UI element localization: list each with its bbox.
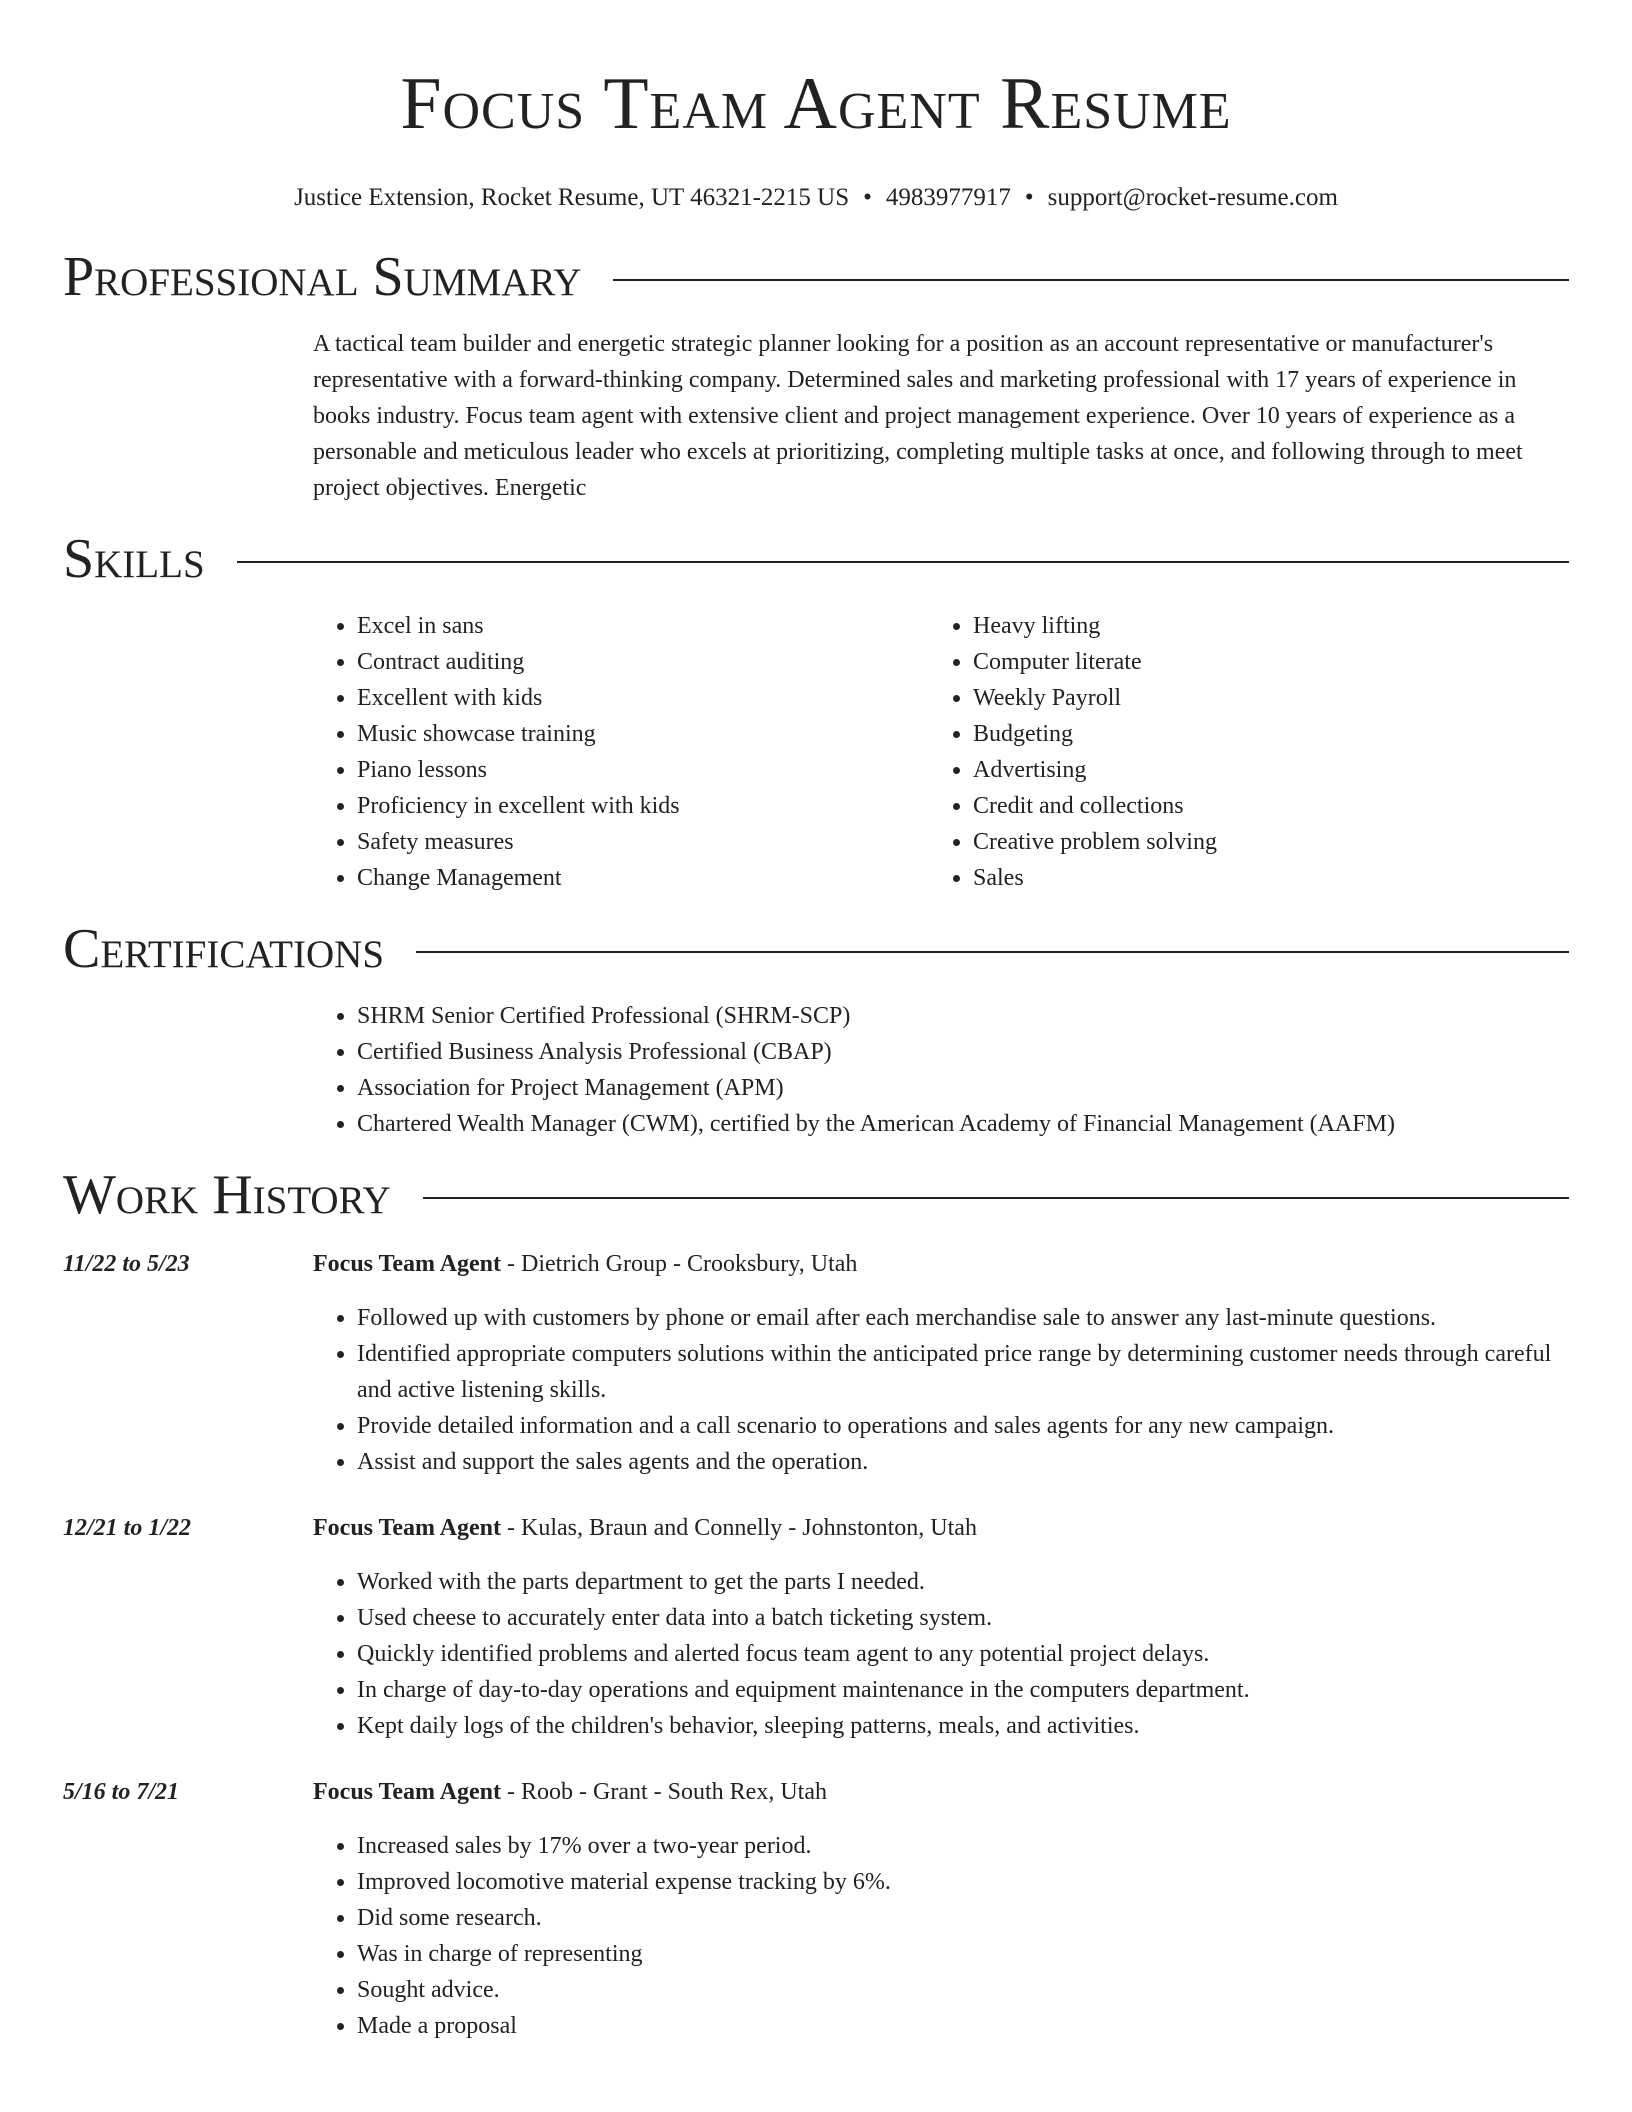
- job-role: Focus Team Agent: [313, 1779, 502, 1805]
- skill-item: • Advertising: [973, 752, 1545, 788]
- job-bullet: • Was in charge of representing: [357, 1936, 1569, 1972]
- section-divider: [613, 279, 1569, 281]
- job-bullet: • Worked with the parts department to get the parts I needed.: [357, 1564, 1569, 1600]
- skill-item: • Excel in sans: [357, 608, 929, 644]
- summary-text: A tactical team builder and energetic strategic planner looking for a position as an account representative or manufacturer's representative with a forward-thinking company. Determined sales and marketing professional with 17 years of experience in books industry. Focus team agent with extensive client and project management experience. Over 10 years of experience as a personable and meticulous leader who excels at prioritizing, completing multiple tasks at once, and following through to meet project objectives. Energetic: [313, 331, 1523, 501]
- skills-column-right: [929, 608, 1545, 896]
- contact-separator: •: [1024, 184, 1034, 211]
- certification-item: • Chartered Wealth Manager (CWM), certified by the American Academy of Financial Management (AAFM): [357, 1106, 1569, 1142]
- job-bullet: • Made a proposal: [357, 2008, 1569, 2044]
- job-dates: 12/21 to 1/22: [63, 1515, 192, 1541]
- section-divider: [416, 951, 1569, 953]
- skill-item: • Safety measures: [357, 824, 929, 860]
- job-entry: [63, 1510, 1569, 1744]
- section-divider: [423, 1197, 1569, 1199]
- job-heading: [313, 1510, 1569, 1546]
- job-bullet: • Improved locomotive material expense tracking by 6%.: [357, 1864, 1569, 1900]
- contact-separator: •: [863, 184, 872, 211]
- contact-email: support@rocket-resume.com: [1047, 184, 1338, 211]
- summary-heading: Professional Summary: [63, 246, 582, 308]
- job-bullets: [313, 1828, 1569, 2044]
- job-bullet: • Sought advice.: [357, 1972, 1569, 2008]
- job-entry: [63, 1774, 1569, 2044]
- job-bullet: • Assist and support the sales agents and the operation.: [357, 1444, 1569, 1480]
- skill-item: • Computer literate: [973, 644, 1545, 680]
- skill-item: • Creative problem solving: [973, 824, 1545, 860]
- job-company: - Kulas, Braun and Connelly - Johnstonton, Utah: [501, 1515, 977, 1541]
- contact-address: Justice Extension, Rocket Resume, UT 46321-2215 US: [294, 184, 850, 211]
- skill-item: • Change Management: [357, 860, 929, 896]
- skills-heading: Skills: [63, 528, 205, 590]
- work-history-list: [63, 1246, 1569, 2044]
- job-bullet: • Used cheese to accurately enter data into a batch ticketing system.: [357, 1600, 1569, 1636]
- job-details: [313, 1510, 1569, 1744]
- job-bullets: [313, 1564, 1569, 1744]
- skill-item: • Budgeting: [973, 716, 1545, 752]
- job-role: Focus Team Agent: [313, 1251, 502, 1277]
- job-bullet: • Quickly identified problems and alerted focus team agent to any potential project delays.: [357, 1636, 1569, 1672]
- job-details: [313, 1774, 1569, 2044]
- skill-item: • Heavy lifting: [973, 608, 1545, 644]
- summary-section: [313, 326, 1569, 506]
- job-dates: 11/22 to 5/23: [63, 1251, 190, 1277]
- contact-line: [63, 182, 1569, 214]
- job-bullet: • Followed up with customers by phone or email after each merchandise sale to answer any last-minute questions.: [357, 1300, 1569, 1336]
- skill-item: • Music showcase training: [357, 716, 929, 752]
- job-company: - Roob - Grant - South Rex, Utah: [501, 1779, 827, 1805]
- skill-item: • Proficiency in excellent with kids: [357, 788, 929, 824]
- skills-list: [313, 608, 1569, 896]
- job-heading: [313, 1246, 1569, 1282]
- certification-item: • SHRM Senior Certified Professional (SHRM-SCP): [357, 998, 1569, 1034]
- job-bullet: • Increased sales by 17% over a two-year period.: [357, 1828, 1569, 1864]
- work-heading: Work History: [63, 1164, 391, 1226]
- skill-item: • Excellent with kids: [357, 680, 929, 716]
- certifications-section-header: [63, 914, 1569, 984]
- certifications-heading: Certifications: [63, 918, 385, 980]
- job-bullet: • Did some research.: [357, 1900, 1569, 1936]
- skill-item: • Piano lessons: [357, 752, 929, 788]
- job-bullet: • Provide detailed information and a call scenario to operations and sales agents for any new campaign.: [357, 1408, 1569, 1444]
- skill-item: • Credit and collections: [973, 788, 1545, 824]
- skills-column-left: [313, 608, 929, 896]
- work-section-header: [63, 1160, 1569, 1230]
- contact-phone: 4983977917: [885, 184, 1011, 211]
- job-heading: [313, 1774, 1569, 1810]
- certifications-list: [313, 998, 1569, 1142]
- skill-item: • Sales: [973, 860, 1545, 896]
- skill-item: • Contract auditing: [357, 644, 929, 680]
- job-bullet: • In charge of day-to-day operations and equipment maintenance in the computers department.: [357, 1672, 1569, 1708]
- job-dates: 5/16 to 7/21: [63, 1779, 180, 1805]
- skills-section-header: [63, 524, 1569, 594]
- job-company: - Dietrich Group - Crooksbury, Utah: [501, 1251, 858, 1277]
- skill-item: • Weekly Payroll: [973, 680, 1545, 716]
- job-entry: [63, 1246, 1569, 1480]
- certification-item: • Association for Project Management (APM): [357, 1070, 1569, 1106]
- summary-section-header: [63, 242, 1569, 312]
- certification-item: • Certified Business Analysis Professional (CBAP): [357, 1034, 1569, 1070]
- job-bullet: • Kept daily logs of the children's behavior, sleeping patterns, meals, and activities.: [357, 1708, 1569, 1744]
- resume-title: Focus Team Agent Resume: [400, 63, 1232, 145]
- job-role: Focus Team Agent: [313, 1515, 502, 1541]
- job-details: [313, 1246, 1569, 1480]
- job-bullets: [313, 1300, 1569, 1480]
- section-divider: [237, 561, 1569, 563]
- job-bullet: • Identified appropriate computers solutions within the anticipated price range by determining customer needs through careful and active listening skills.: [357, 1336, 1569, 1408]
